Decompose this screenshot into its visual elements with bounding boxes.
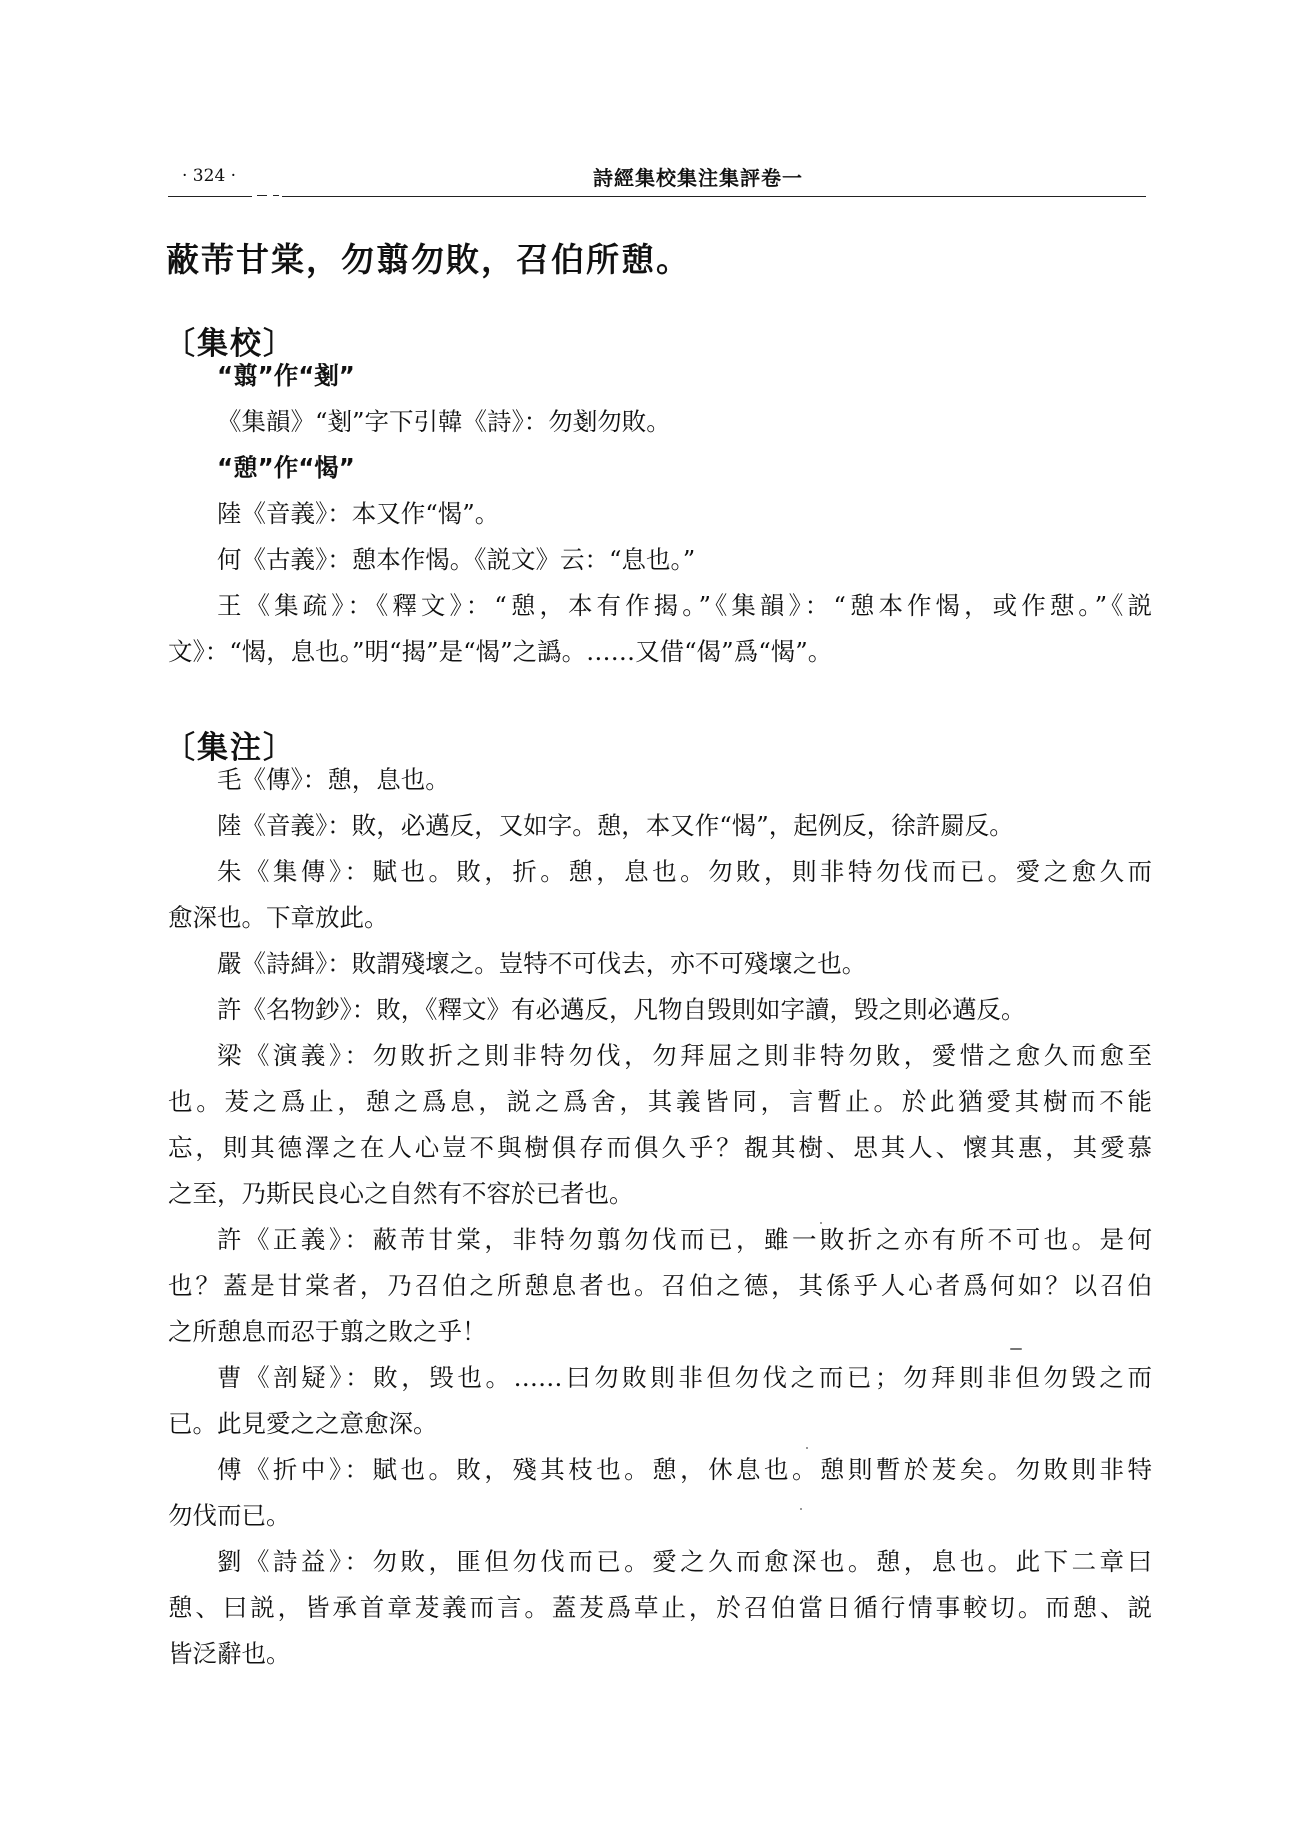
paragraph-line: 愈深也。下章放此。 <box>168 903 389 932</box>
scan-speck <box>800 1508 802 1510</box>
verse-line: 蔽芾甘棠，勿翦勿敗，召伯所憩。 <box>166 240 691 279</box>
paragraph-line: 許《名物鈔》：敗，《釋文》有必邁反，凡物自毁則如字讀，毁之則必邁反。 <box>217 995 1026 1024</box>
variant-heading: “憩”作“愒” <box>217 453 355 482</box>
paragraph-line: 已。此見愛之之意愈深。 <box>168 1409 438 1438</box>
paragraph-line: 也。茇之爲止，憩之爲息，説之爲舍，其義皆同，言暫止。於此猶愛其樹而不能 <box>168 1087 1152 1116</box>
paragraph-line: 王《集疏》：《釋文》：“憩，本有作揭。”《集韻》：“憩本作愒，或作憇。”《説 <box>217 591 1152 620</box>
paragraph-line: 陸《音義》：敗，必邁反，又如字。憩，本又作“愒”，起例反，徐許罽反。 <box>217 811 1014 840</box>
variant-heading: “翦”作“剗” <box>217 361 355 390</box>
header-rule-dash <box>273 195 279 196</box>
page-number: · 324 · <box>182 166 237 186</box>
scan-speck <box>806 1447 808 1449</box>
running-title: 詩經集校集注集評卷一 <box>593 166 803 190</box>
paragraph-line: 忘，則其德澤之在人心豈不與樹俱存而俱久乎？覩其樹、思其人、懷其惠，其愛慕 <box>168 1133 1152 1162</box>
header-rule <box>168 196 1146 197</box>
paragraph-line: 之至，乃斯民良心之自然有不容於已者也。 <box>168 1179 634 1208</box>
paragraph-line: 毛《傳》：憩，息也。 <box>217 765 450 794</box>
paragraph-line: 許《正義》：蔽芾甘棠，非特勿翦勿伐而已，雖一敗折之亦有所不可也。是何 <box>217 1225 1152 1254</box>
section-heading-jijiao: 〔集校〕 <box>164 326 296 362</box>
jijiao-text <box>168 353 1152 675</box>
paragraph-line: 勿伐而已。 <box>168 1501 291 1530</box>
paragraph-line: 憩、曰説，皆承首章茇義而言。蓋茇爲草止，於召伯當日循行情事較切。而憩、説 <box>168 1593 1152 1622</box>
paragraph-line: 朱《集傳》：賦也。敗，折。憩，息也。勿敗，則非特勿伐而已。愛之愈久而 <box>217 857 1152 886</box>
header-rule-dash <box>257 195 267 196</box>
scan-speck <box>1010 1348 1022 1350</box>
paragraph-line: 嚴《詩緝》：敗謂殘壞之。豈特不可伐去，亦不可殘壞之也。 <box>217 949 867 978</box>
section-heading-jizhu: 〔集注〕 <box>164 730 296 766</box>
paragraph-line: 梁《演義》：勿敗折之則非特勿伐，勿拜屈之則非特勿敗，愛惜之愈久而愈至 <box>217 1041 1152 1070</box>
page-header <box>168 158 1148 198</box>
paragraph-line: 皆泛辭也。 <box>168 1639 291 1668</box>
jizhu-text <box>168 757 1152 1677</box>
scan-speck <box>820 1222 822 1224</box>
paragraph-line: 之所憩息而忍于翦之敗之乎！ <box>168 1317 487 1346</box>
paragraph-line: 《集韻》“剗”字下引韓《詩》：勿剗勿敗。 <box>217 407 671 436</box>
paragraph-line: 劉《詩益》：勿敗，匪但勿伐而已。愛之久而愈深也。憩，息也。此下二章曰 <box>217 1547 1152 1576</box>
paragraph-line: 何《古義》：憩本作愒。《説文》云：“息也。” <box>217 545 696 574</box>
paragraph-line: 也？蓋是甘棠者，乃召伯之所憩息者也。召伯之德，其係乎人心者爲何如？以召伯 <box>168 1271 1152 1300</box>
paragraph-line: 陸《音義》：本又作“愒”。 <box>217 499 500 528</box>
paragraph-line: 傅《折中》：賦也。敗，殘其枝也。憩，休息也。憩則暫於茇矣。勿敗則非特 <box>217 1455 1152 1484</box>
paragraph-line: 文》：“愒，息也。”明“揭”是“愒”之譌。……又借“偈”爲“愒”。 <box>168 637 833 666</box>
paragraph-line: 曹《剖疑》：敗，毁也。……曰勿敗則非但勿伐之而已；勿拜則非但勿毁之而 <box>217 1363 1152 1392</box>
